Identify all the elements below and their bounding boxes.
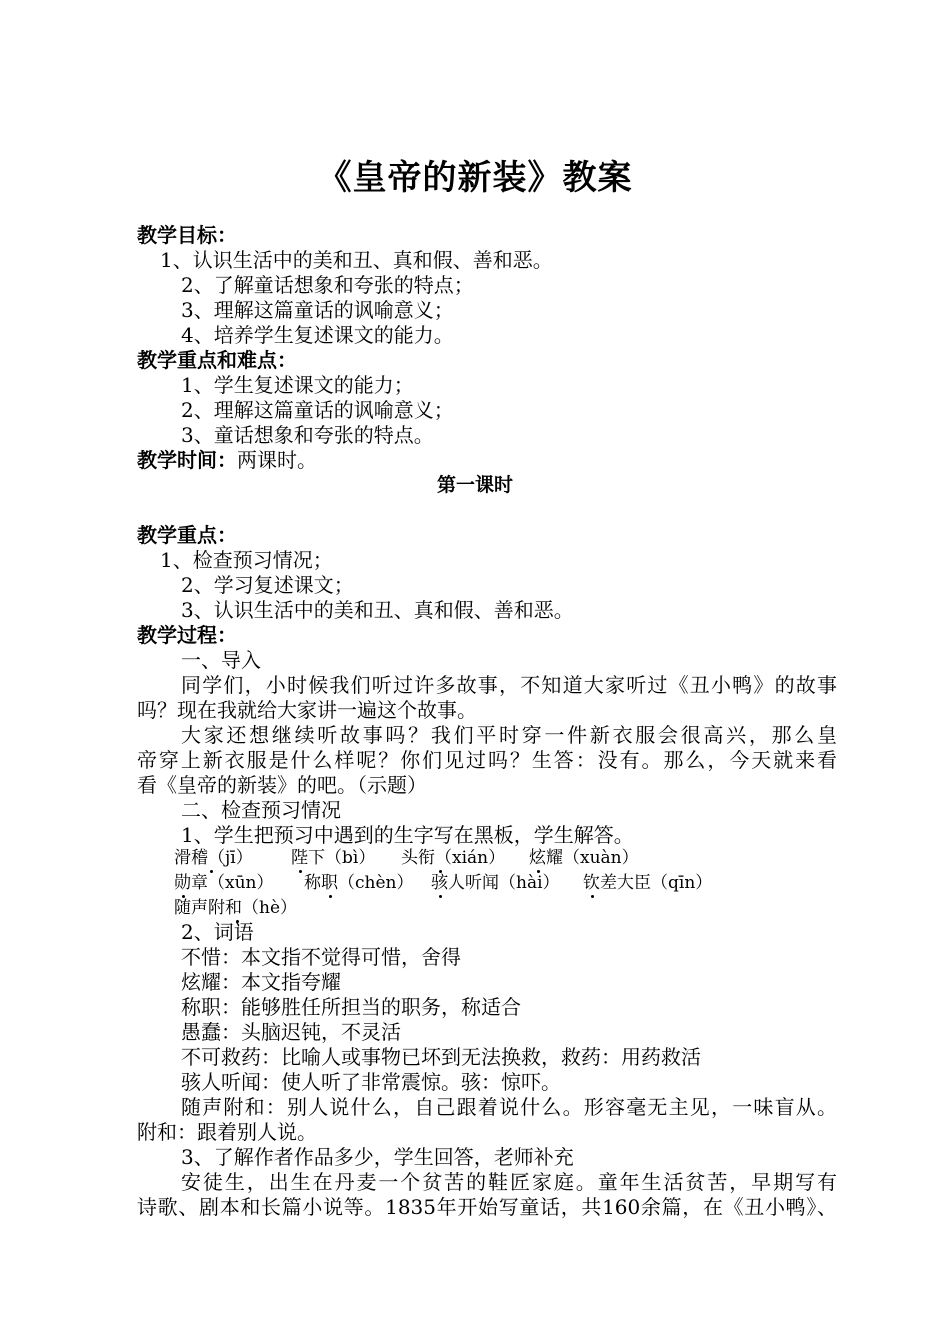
emphasis-dot	[439, 895, 442, 898]
focus-heading: 教学重点：	[137, 523, 237, 547]
paragraph-line: 帝穿上新衣服是什么样呢？你们见过吗？生答：没有。那么，今天就来看	[137, 748, 837, 772]
paragraph-line: 同学们，小时候我们听过许多故事，不知道大家听过《丑小鸭》的故事	[181, 673, 837, 697]
paragraph-line: 吗？现在我就给大家讲一遍这个故事。	[137, 698, 477, 722]
step-heading: 2、词语	[181, 920, 254, 944]
key-points-heading: 教学重点和难点：	[137, 348, 297, 372]
focus-item: 3、认识生活中的美和丑、真和假、善和恶。	[181, 598, 574, 622]
emphasis-dot	[537, 870, 540, 873]
vocab-entry: 附和：跟着别人说。	[137, 1120, 317, 1144]
goal-item: 3、理解这篇童话的讽喻意义；	[181, 298, 454, 322]
goal-item: 2、了解童话想象和夸张的特点；	[181, 273, 474, 297]
step-heading: 3、了解作者作品多少，学生回答，老师补充	[181, 1145, 574, 1169]
pinyin-entry: 钦差大臣（qīn）	[583, 873, 713, 893]
focus-item: 1、检查预习情况；	[160, 548, 333, 572]
emphasis-dot	[591, 895, 594, 898]
emphasis-dot	[182, 895, 185, 898]
vocab-entry: 骇人听闻：使人听了非常震惊。骇：惊吓。	[181, 1070, 561, 1094]
document-title: 《皇帝的新装》教案	[317, 158, 633, 198]
time-value: 两课时。	[237, 448, 317, 472]
vocab-entry: 不惜：本文指不觉得可惜，舍得	[181, 945, 461, 969]
goal-item: 4、培养学生复述课文的能力。	[181, 323, 454, 347]
vocab-entry: 炫耀：本文指夸耀	[181, 970, 341, 994]
key-point-item: 1、学生复述课文的能力；	[181, 373, 414, 397]
pinyin-entry: 随声附和（hè）	[174, 898, 298, 918]
process-heading: 教学过程：	[137, 623, 237, 647]
vocab-entry: 不可救药：比喻人或事物已坏到无法换救，救药：用药救活	[181, 1045, 701, 1069]
pinyin-entry: 勋章（xūn）	[174, 873, 274, 893]
emphasis-dot	[299, 870, 302, 873]
paragraph-line: 大家还想继续听故事吗？我们平时穿一件新衣服会很高兴，那么皇	[181, 723, 837, 747]
vocab-entry: 愚蠢：头脑迟钝，不灵活	[181, 1020, 401, 1044]
pinyin-entry: 陛下（bì）	[291, 848, 376, 868]
time-heading: 教学时间：	[137, 448, 237, 472]
vocab-entry: 称职：能够胜任所担当的职务，称适合	[181, 995, 521, 1019]
section-intro: 一、导入	[181, 648, 261, 672]
pinyin-entry: 骇人听闻（hài）	[431, 873, 560, 893]
goal-item: 1、认识生活中的美和丑、真和假、善和恶。	[160, 248, 553, 272]
pinyin-entry: 头衔（xián）	[401, 848, 506, 868]
paragraph-line: 诗歌、剧本和长篇小说等。1835年开始写童话，共160余篇，在《丑小鸭》、	[137, 1195, 837, 1219]
emphasis-dot	[329, 895, 332, 898]
paragraph-line: 安徒生，出生在丹麦一个贫苦的鞋匠家庭。童年生活贫苦，早期写有	[181, 1170, 837, 1194]
goals-heading: 教学目标：	[137, 223, 237, 247]
teaching-time	[137, 448, 317, 473]
key-point-item: 2、理解这篇童话的讽喻意义；	[181, 398, 454, 422]
key-point-item: 3、童话想象和夸张的特点。	[181, 423, 434, 447]
section-check: 二、检查预习情况	[181, 798, 341, 822]
lesson-heading: 第一课时	[436, 474, 513, 496]
pinyin-entry: 称职（chèn）	[304, 873, 414, 893]
pinyin-entry: 炫耀（xuàn）	[529, 848, 639, 868]
paragraph-line: 看《皇帝的新装》的吧。（示题）	[137, 773, 427, 797]
step-heading: 1、学生把预习中遇到的生字写在黑板，学生解答。	[181, 823, 634, 847]
vocab-entry: 随声附和：别人说什么，自己跟着说什么。形容毫无主见，一味盲从。	[181, 1095, 837, 1119]
pinyin-entry: 滑稽（jī）	[174, 848, 253, 868]
focus-item: 2、学习复述课文；	[181, 573, 354, 597]
emphasis-dot	[210, 870, 213, 873]
emphasis-dot	[439, 870, 442, 873]
